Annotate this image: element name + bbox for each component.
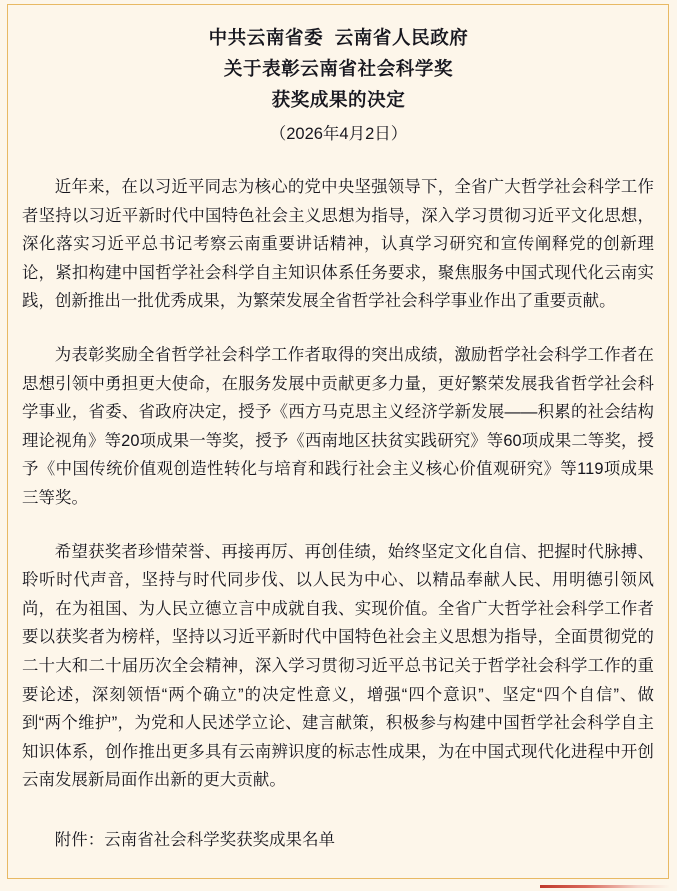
title-line-3: 获奖成果的决定 (271, 89, 406, 110)
title-line-2: 关于表彰云南省社会科学奖 (223, 58, 454, 79)
attachment-line: 附件：云南省社会科学奖获奖成果名单 (54, 830, 336, 849)
document-title-block (22, 22, 655, 149)
paragraph: 近年来，在以习近平同志为核心的党中央坚强领导下，全省广大哲学社会科学工作者坚持以习近平新时代中国特色社会主义思想为指导，深入学习贯彻习近平文化思想，深化落实习近平总书记考察云南重要讲话精神，认真学习研究和宣传阐释党的创新理论，紧扣构建中国哲学社会科学自主知识体系任务要求，聚焦服务中国式现代化云南实践，创新推出一批优秀成果，为繁荣发展全省哲学社会科学事业作出了重要贡献。 (22, 178, 654, 311)
paragraph: 为表彰奖励全省哲学社会科学工作者取得的突出成绩，激励哲学社会科学工作者在思想引领中勇担更大使命，在服务发展中贡献更多力量，更好繁荣发展我省哲学社会科学事业，省委、省政府决定，授予《西方马克思主义经济学新发展——积累的社会结构理论视角》等20项成果一等奖，授予《西南地区扶贫实践研究》等60项成果二等奖，授予《中国传统价值观创造性转化与培育和践行社会主义核心价值观研究》等119项成果三等奖。 (22, 345, 654, 507)
title-line-1: 中共云南省委 云南省人民政府 (208, 27, 469, 48)
paragraph: 希望获奖者珍惜荣誉、再接再厉、再创佳绩，始终坚定文化自信、把握时代脉搏、聆听时代声音，坚持与时代同步伐、以人民为中心、以精品奉献人民、用明德引领风尚，在为祖国、为人民立德立言中成就自我、实现价值。全省广大哲学社会科学工作者要以获奖者为榜样，坚持以习近平新时代中国特色社会主义思想为指导，全面贯彻党的二十大和二十届历次全会精神，深入学习贯彻习近平总书记关于哲学社会科学工作的重要论述，深刻领悟“两个确立”的决定性意义，增强“四个意识”、坚定“四个自信”、做到“两个维护”，为党和人民述学立论、建言献策，积极参与构建中国哲学社会科学自主知识体系，创作推出更多具有云南辨识度的标志性成果，为在中国式现代化进程中开创云南发展新局面作出新的更大贡献。 (22, 542, 654, 790)
document-date: （2026年4月2日） (269, 125, 408, 143)
document-paragraphs (22, 173, 655, 795)
bottom-accent-bar (540, 885, 670, 888)
